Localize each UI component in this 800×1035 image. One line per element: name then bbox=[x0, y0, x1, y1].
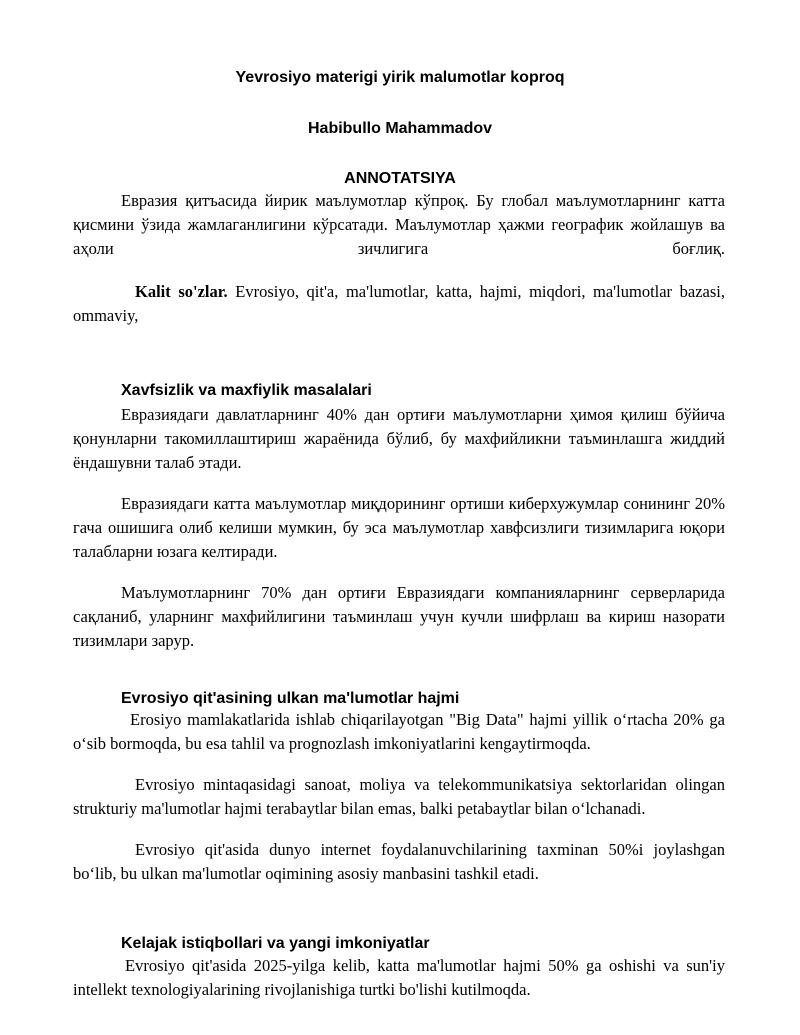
section-heading-security: Xavfsizlik va maxfiylik masalalari bbox=[121, 382, 372, 399]
paragraph: Evrosiyo qit'asida 2025-yilga kelib, katta ma'lumotlar hajmi 50% ga oshishi va sun'iy intellekt texnologiyalarining rivojlanishiga turtki bo'lishi kutilmoqda. bbox=[73, 956, 725, 999]
paragraph: Евразиядаги катта маълумотлар миқдорининг ортиши киберхужумлар сонининг 20% гача ошишига олиб келиши мумкин, бу эса маълумотлар хавфсизлиги тизимларига юқори талабларни юзага келтиради. bbox=[73, 494, 725, 561]
author-name: Habibullo Mahammadov bbox=[307, 120, 493, 137]
section-data-volume-body bbox=[73, 708, 725, 886]
paragraph: Маълумотларнинг 70% дан ортиғи Евразиядаги компанияларнинг серверларида сақланиб, уларнинг махфийлигини таъминлаш учун кучли шифрлаш ва кириш назорати тизимлари зарур. bbox=[73, 583, 725, 650]
keywords-paragraph bbox=[73, 280, 725, 328]
paragraph: Evrosiyo qit'asida dunyo internet foydalanuvchilarining taxminan 50%i joylashgan bo‘lib, bu ulkan ma'lumotlar oqimining asosiy manbasini tashkil etadi. bbox=[73, 840, 725, 883]
paragraph: Erosiyo mamlakatlarida ishlab chiqarilayotgan "Big Data" hajmi yillik o‘rtacha 20% ga o‘sib bormoqda, bu esa tahlil va prognozlash imkoniyatlarini kengaytirmoqda. bbox=[73, 710, 725, 753]
section-heading-future: Kelajak istiqbollari va yangi imkoniyatlar bbox=[121, 935, 430, 952]
abstract-block bbox=[73, 189, 725, 261]
abstract-text: Евразия қитъасида йирик маълумотлар кўпроқ. Бу глобал маълумотларнинг катта қисмини ўзида жамлаганлигини кўрсатади. Маълумотлар ҳажми географик жойлашув ва аҳоли зичлигига боғлиқ. bbox=[73, 191, 725, 258]
keywords-text: Evrosiyo, qit'a, ma'lumotlar, katta, hajmi, miqdori, ma'lumotlar bazasi, ommaviy, bbox=[73, 282, 725, 325]
abstract-heading: ANNOTATSIYA bbox=[344, 170, 456, 187]
section-future-body bbox=[73, 954, 725, 1002]
keywords-label: Kalit so'zlar. bbox=[135, 282, 228, 301]
section-security-body bbox=[73, 403, 725, 653]
keywords-block bbox=[73, 280, 725, 328]
paragraph: Evrosiyo mintaqasidagi sanoat, moliya va telekommunikatsiya sektorlaridan olingan strukturiy ma'lumotlar hajmi terabaytlar bilan emas, balki petabaytlar bilan o‘lchanadi. bbox=[73, 775, 725, 818]
document-title: Yevrosiyo materigi yirik malumotlar koproq bbox=[235, 69, 565, 86]
section-heading-data-volume: Evrosiyo qit'asining ulkan ma'lumotlar hajmi bbox=[121, 690, 460, 707]
paragraph: Евразиядаги давлатларнинг 40% дан ортиғи маълумотларни ҳимоя қилиш бўйича қонунларни такомиллаштириш жараёнида бўлиб, бу махфийликни таъминлашга жиддий ёндашувни талаб этади. bbox=[73, 405, 725, 472]
